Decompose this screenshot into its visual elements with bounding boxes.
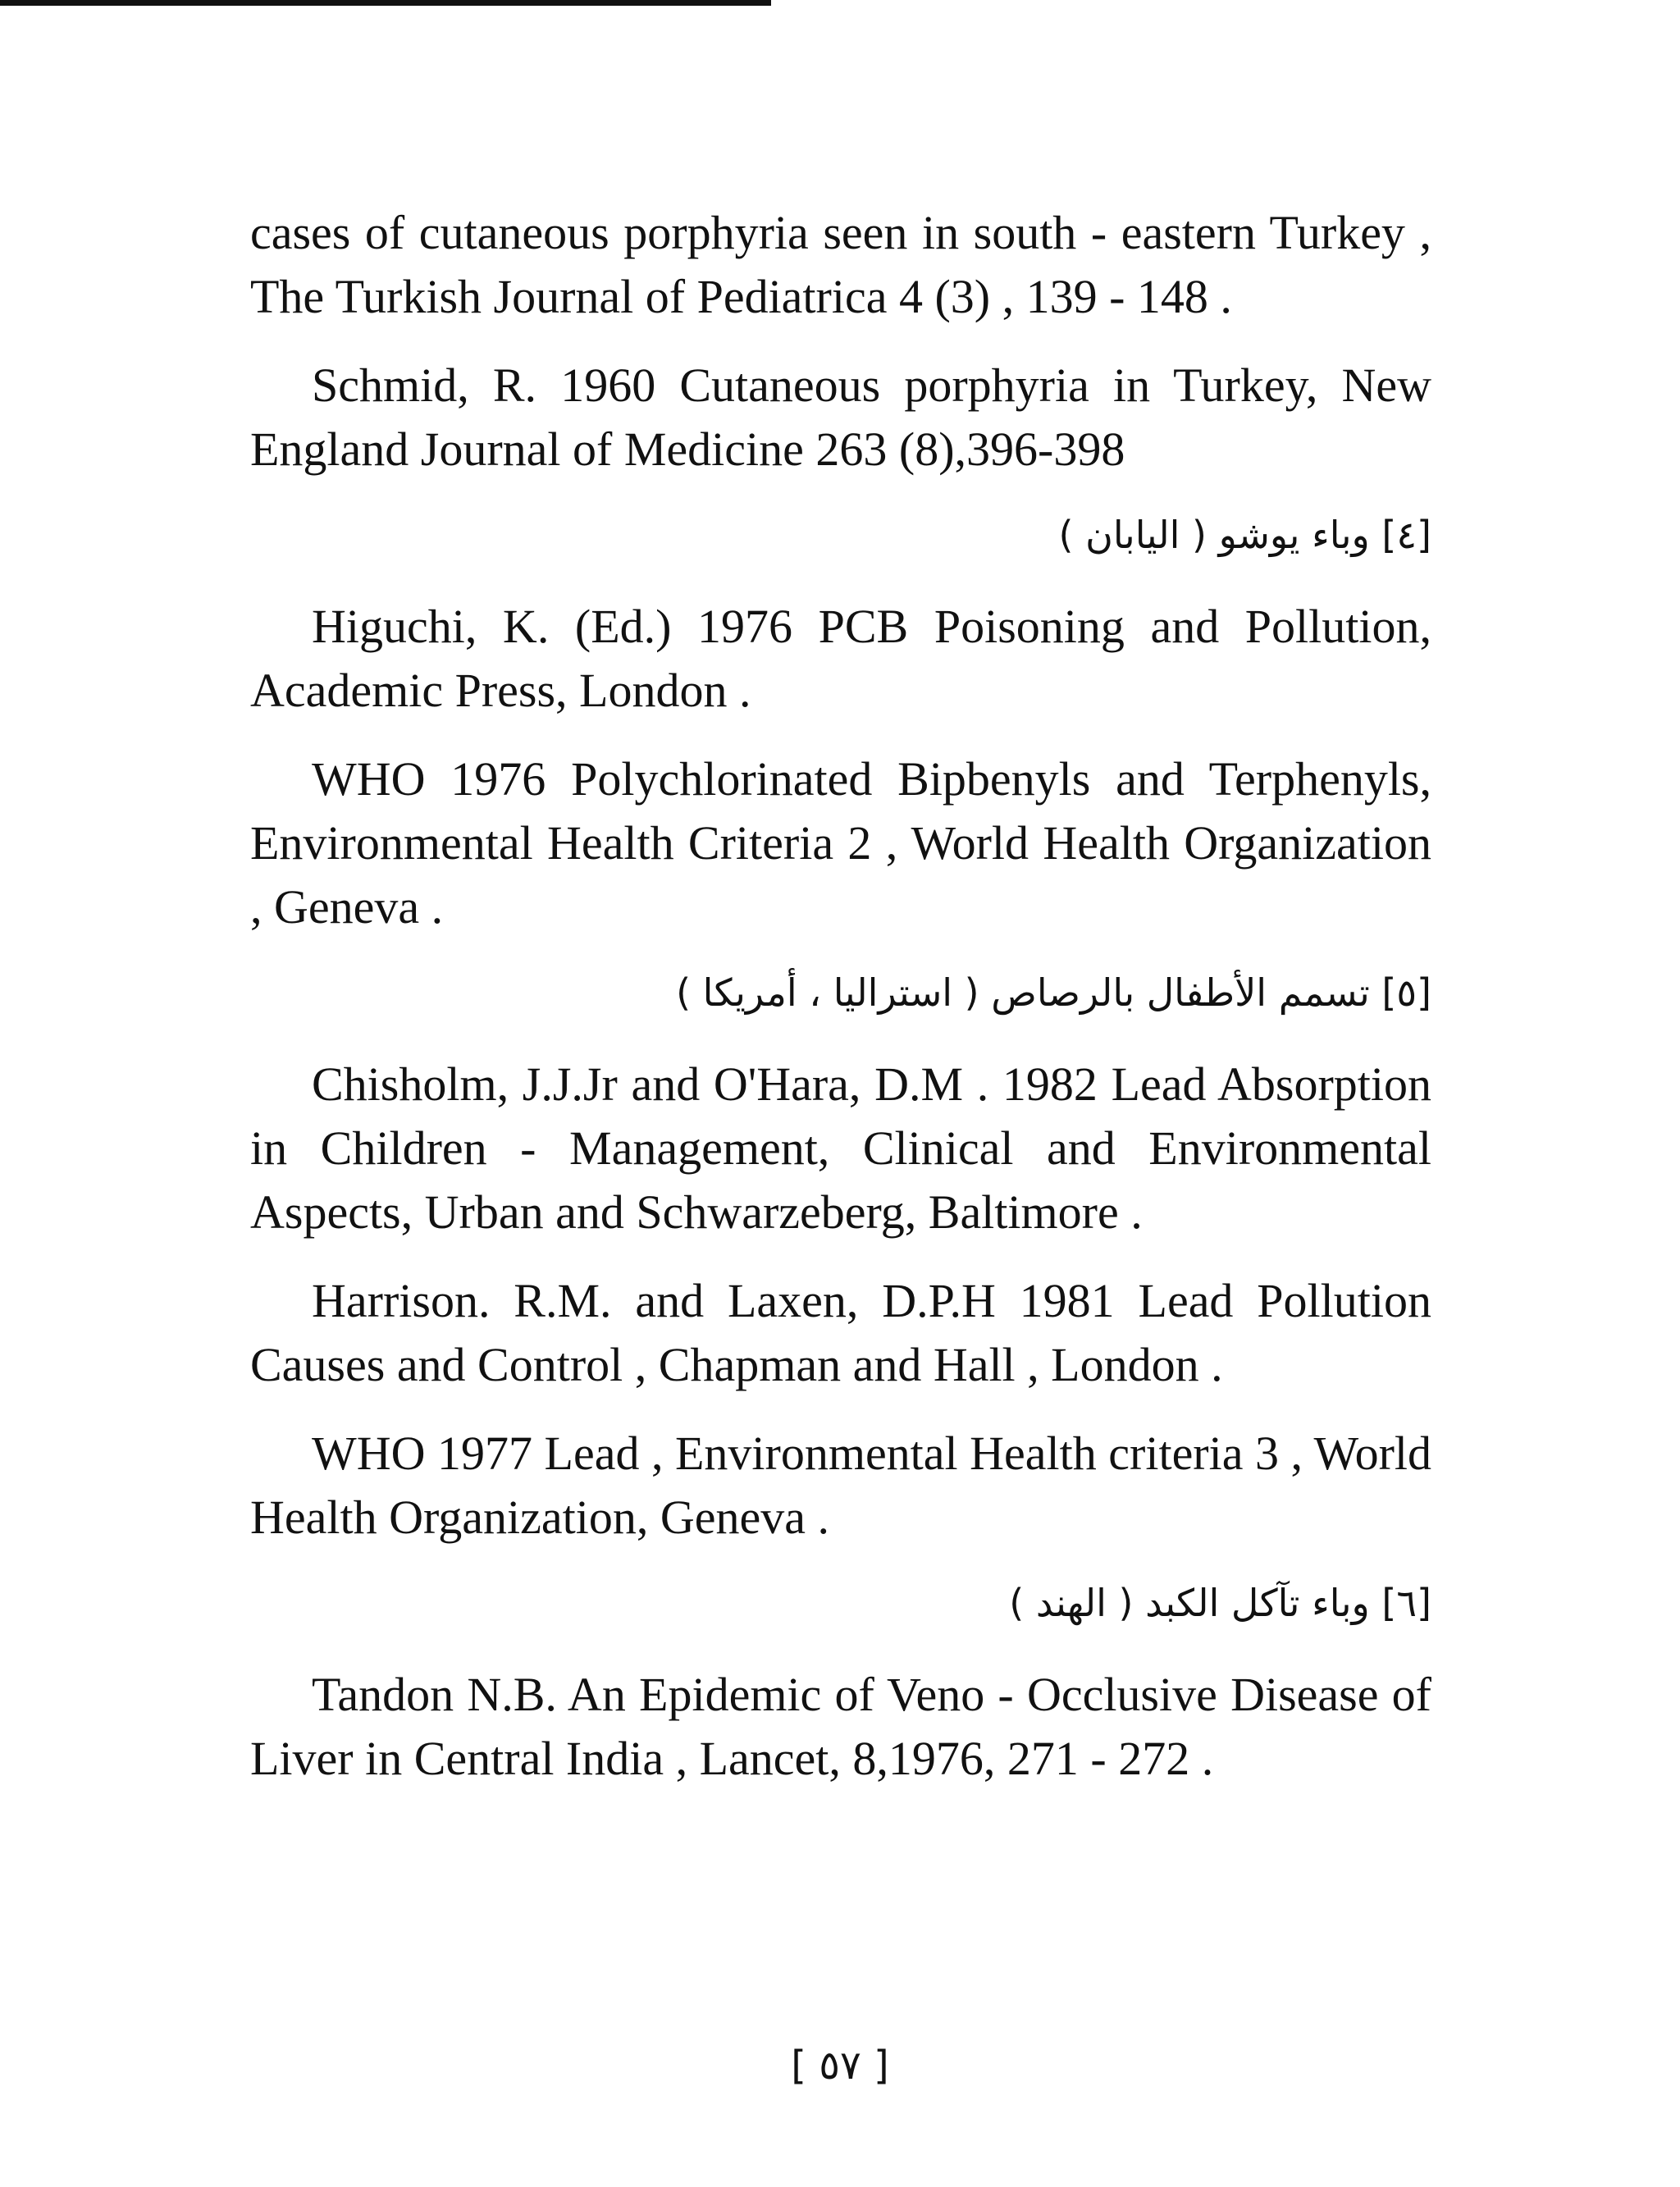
reference-entry-chisholm: Chisholm, J.J.Jr and O'Hara, D.M . 1982 Lead Absorption in Children - Management, Clinical and Environmental Aspects, Urban and Schwarzeberg, Baltimore . — [250, 1057, 1431, 1239]
page-number: [ ٥٧ ] — [791, 2043, 889, 2089]
reference-entry-harrison: Harrison. R.M. and Laxen, D.P.H 1981 Lead Pollution Causes and Control , Chapman and Hall , London . — [250, 1274, 1431, 1391]
reference-entry-who-1977: WHO 1977 Lead , Environmental Health criteria 3 , World Health Organization, Geneva . — [250, 1427, 1431, 1544]
section-heading-6: [٦] وباء تآكل الكبد ( الهند ) — [1009, 1581, 1431, 1625]
reference-entry-higuchi: Higuchi, K. (Ed.) 1976 PCB Poisoning and Pollution, Academic Press, London . — [250, 600, 1431, 717]
reference-entry-schmid: Schmid, R. 1960 Cutaneous porphyria in Turkey, New England Journal of Medicine 263 (8),396-398 — [250, 358, 1431, 476]
reference-entry-continued: cases of cutaneous porphyria seen in south - eastern Turkey , The Turkish Journal of Pediatrica 4 (3) , 139 - 148 . — [250, 206, 1431, 323]
reference-entry-tandon: Tandon N.B. An Epidemic of Veno - Occlusive Disease of Liver in Central India , Lancet, 8,1976, 271 - 272 . — [250, 1668, 1431, 1785]
reference-entry-who-1976: WHO 1976 Polychlorinated Bipbenyls and Terphenyls, Environmental Health Criteria 2 , World Health Organization , Geneva . — [250, 752, 1431, 934]
top-edge-rule — [0, 0, 771, 6]
section-heading-5: [٥] تسمم الأطفال بالرصاص ( استراليا ، أمريكا ) — [676, 970, 1431, 1015]
reference-list — [250, 201, 1431, 1815]
section-heading-4: [٤] وباء يوشو ( اليابان ) — [1058, 513, 1431, 557]
